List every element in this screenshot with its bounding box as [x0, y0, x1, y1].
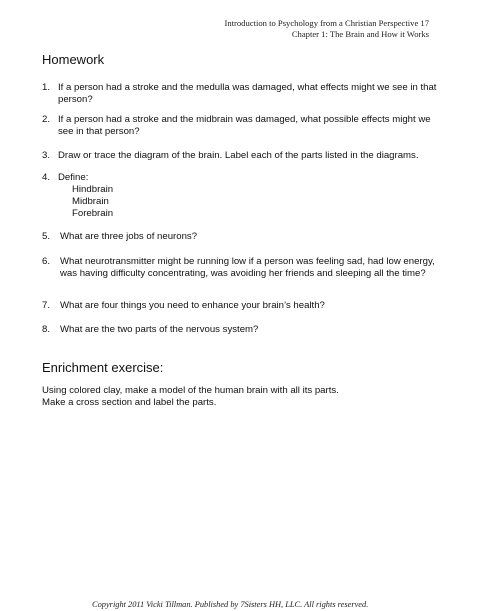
question-text [58, 172, 438, 220]
question-text: Draw or trace the diagram of the brain. Label each of the parts listed in the diagrams. [58, 150, 419, 161]
question-text: If a person had a stroke and the midbrain was damaged, what possible effects might we see in that person? [58, 114, 431, 137]
question-text: What are three jobs of neurons? [60, 231, 198, 242]
header-chapter-title: Chapter 1: The Brain and How it Works [291, 29, 429, 39]
define-term-midbrain: Midbrain [72, 196, 109, 207]
question-number: 1. [42, 82, 51, 93]
define-term-forebrain: Forebrain [72, 208, 114, 219]
define-term-hindbrain: Hindbrain [72, 184, 114, 195]
question-number: 4. [42, 172, 51, 183]
homework-heading: Homework [42, 52, 105, 67]
question-number: 6. [42, 256, 51, 267]
enrichment-line-1: Using colored clay, make a model of the human brain with all its parts. [42, 385, 339, 396]
question-text: What neurotransmitter might be running low if a person was feeling sad, had low energy, was having difficulty concentrating, was avoiding her friends and sleeping all the time? [60, 256, 435, 279]
enrichment-line-2: Make a cross section and label the parts. [42, 397, 217, 408]
question-number: 5. [42, 231, 51, 242]
enrichment-instructions [42, 385, 442, 409]
define-label: Define: [58, 172, 89, 183]
copyright-footer: Copyright 2011 Vicki Tillman. Published by 7Sisters HH, LLC. All rights reserved. [92, 600, 369, 609]
question-text: If a person had a stroke and the medulla was damaged, what effects might we see in that person? [58, 82, 437, 105]
question-text: What are four things you need to enhance your brain’s health? [60, 300, 325, 311]
question-number: 7. [42, 300, 51, 311]
header-book-title: Introduction to Psychology from a Christian Perspective 17 [224, 18, 429, 28]
question-text: What are the two parts of the nervous system? [60, 324, 259, 335]
page-header [224, 18, 429, 40]
question-number: 3. [42, 150, 51, 161]
enrichment-heading: Enrichment exercise: [42, 360, 164, 375]
question-number: 8. [42, 324, 51, 335]
question-number: 2. [42, 114, 51, 125]
